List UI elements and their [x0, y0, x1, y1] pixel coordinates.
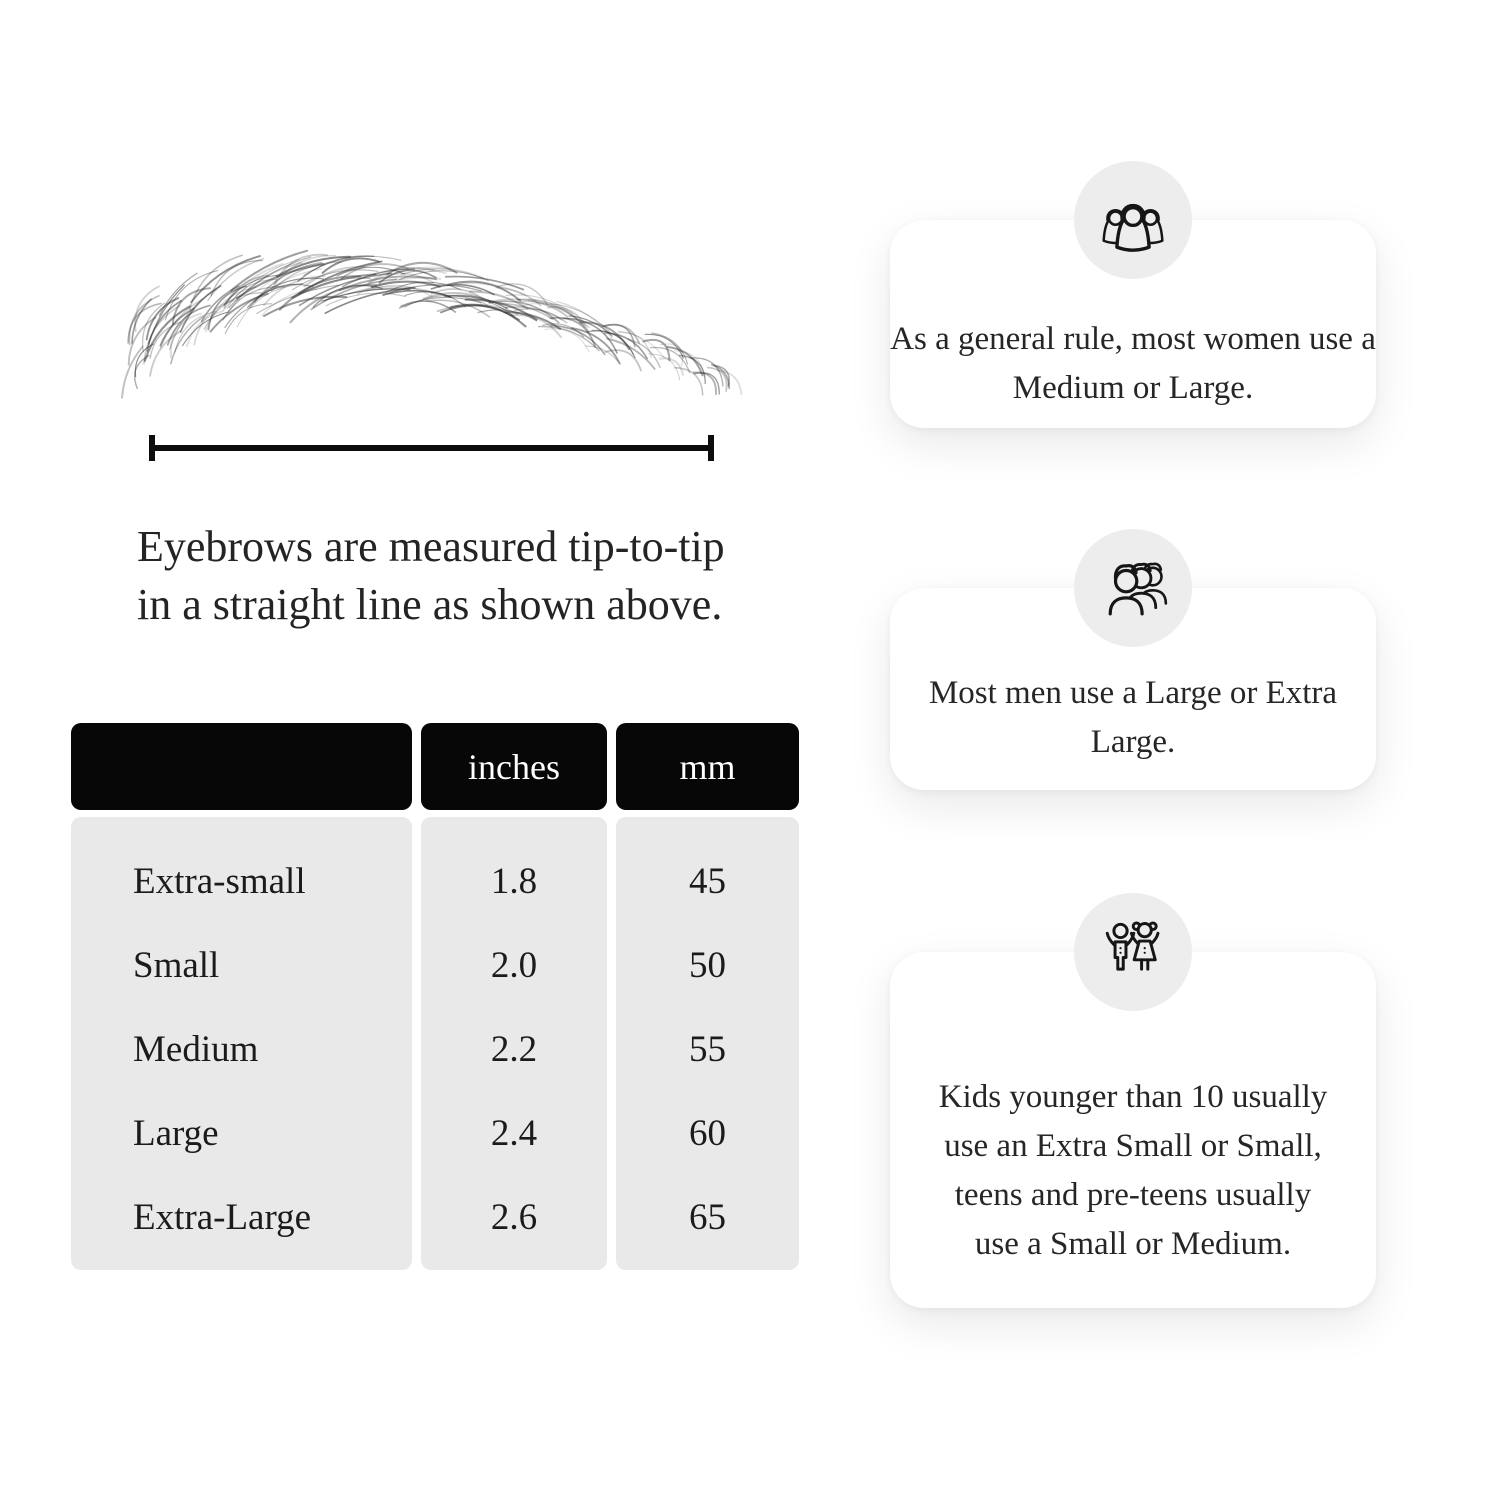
- measurement-caption: [137, 518, 725, 634]
- card-men: [890, 588, 1376, 790]
- table-cell-inches: 1.8: [490, 860, 538, 902]
- table-column-size: [71, 817, 412, 1270]
- table-column-inches: [421, 817, 607, 1270]
- table-cell-mm: 50: [689, 944, 726, 986]
- table-cell-inches: 2.4: [490, 1112, 538, 1154]
- table-header-size: [71, 723, 412, 810]
- table-cell-mm: 65: [689, 1196, 726, 1238]
- card-men-text: Most men use a Large or Extra Large.: [928, 675, 1338, 760]
- table-cell-mm: 55: [689, 1028, 726, 1070]
- table-cell-size: Extra-Large: [133, 1196, 312, 1238]
- table-cell-size: Extra-small: [133, 860, 306, 902]
- card-women: [890, 220, 1376, 428]
- icon-circle: [1074, 529, 1192, 647]
- measurement-line-left-tick: [149, 435, 155, 461]
- table-cell-size: Large: [133, 1112, 219, 1154]
- kids-icon: [1094, 913, 1172, 991]
- women-group-icon: [1095, 182, 1171, 258]
- card-kids: [890, 952, 1376, 1308]
- measurement-line-right-tick: [708, 435, 714, 461]
- table-cell-inches: 2.2: [490, 1028, 538, 1070]
- eyebrow-illustration: [116, 238, 748, 424]
- table-cell-inches: 2.6: [490, 1196, 538, 1238]
- table-header-mm: mm: [616, 723, 799, 810]
- men-group-icon: [1095, 550, 1171, 626]
- table-cell-mm: 45: [689, 860, 726, 902]
- table-cell-size: Small: [133, 944, 220, 986]
- table-cell-inches: 2.0: [490, 944, 538, 986]
- table-header-inches: inches: [421, 723, 607, 810]
- card-women-text: As a general rule, most women use a Medium or Large.: [890, 321, 1376, 406]
- table-column-mm: [616, 817, 799, 1270]
- table-cell-size: Medium: [133, 1028, 259, 1070]
- icon-circle: [1074, 893, 1192, 1011]
- table-cell-mm: 60: [689, 1112, 726, 1154]
- measurement-caption-line2: in a straight line as shown above.: [137, 580, 723, 629]
- measurement-line: [151, 445, 712, 451]
- card-kids-text: Kids younger than 10 usually use an Extra Small or Small, teens and pre-teens usually use a Small or Medium.: [938, 1079, 1328, 1262]
- icon-circle: [1074, 161, 1192, 279]
- measurement-caption-line1: Eyebrows are measured tip-to-tip: [137, 522, 725, 571]
